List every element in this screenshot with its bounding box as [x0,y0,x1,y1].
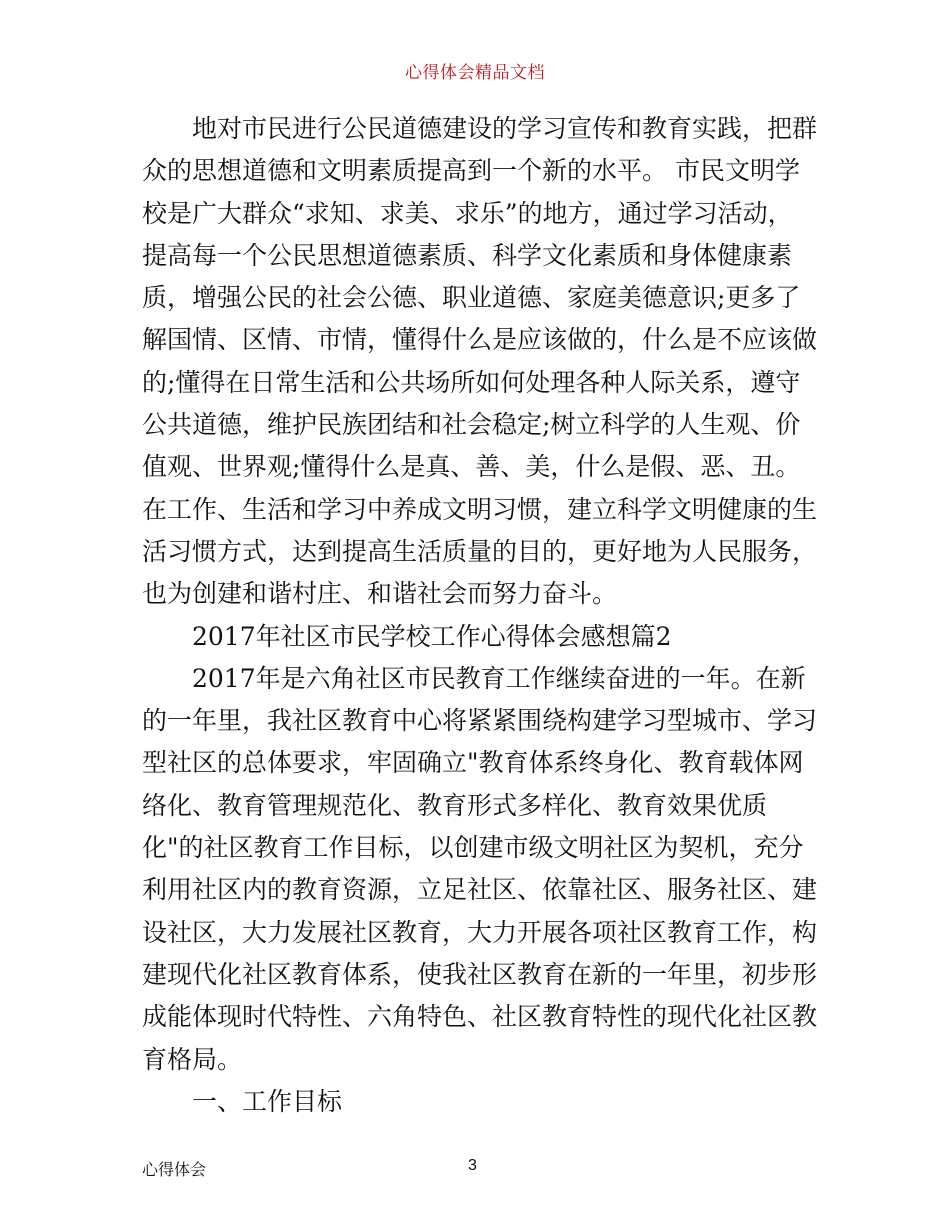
text-line: 2017年是六角社区市民教育工作继续奋进的一年。在新 [192,663,806,693]
text-line: 2017年社区市民学校工作心得体会感想篇2 [192,621,672,651]
page-header-title: 心得体会精品文档 [405,63,545,83]
text-line: 型社区的总体要求，牢固确立"教育体系终身化、教育载体网 [142,748,804,778]
text-line: 公共道德，维护民族团结和社会稳定;树立科学的人生观、价 [142,410,801,440]
body-text [142,108,818,1123]
text-line: 提高每一个公民思想道德素质、科学文化素质和身体健康素 [142,240,793,270]
text-line: 设社区，大力发展社区教育，大力开展各项社区教育工作，构 [142,917,818,947]
text-line: 校是广大群众“求知、求美、求乐”的地方，通过学习活动， [142,198,793,228]
text-line: 络化、教育管理规范化、教育形式多样化、教育效果优质 [142,790,768,820]
text-line: 育格局。 [142,1044,243,1074]
text-line: 在工作、生活和学习中养成文明习惯，建立科学文明健康的生 [142,494,818,524]
text-line: 建现代化社区教育体系，使我社区教育在新的一年里，初步形 [142,959,818,989]
text-line: 值观、世界观;懂得什么是真、善、美，什么是假、恶、丑。 [142,452,801,482]
text-line: 利用社区内的教育资源，立足社区、依靠社区、服务社区、建 [142,875,818,905]
text-line: 化"的社区教育工作目标，以创建市级文明社区为契机，充分 [142,833,804,863]
text-line: 的一年里，我社区教育中心将紧紧围绕构建学习型城市、学习 [142,706,818,736]
text-line: 质，增强公民的社会公德、职业道德、家庭美德意识;更多了 [142,283,801,313]
text-line: 解国情、区情、市情，懂得什么是应该做的，什么是不应该做 [142,325,818,355]
text-line: 众的思想道德和文明素质提高到一个新的水平。 市民文明学 [142,156,800,186]
text-line: 一、工作目标 [192,1086,343,1116]
text-line: 的;懂得在日常生活和公共场所如何处理各种人际关系，遵守 [142,367,801,397]
text-line: 成能体现时代特性、六角特色、社区教育特性的现代化社区教 [142,1002,818,1032]
page-number: 3 [468,1157,477,1174]
text-line: 地对市民进行公民道德建设的学习宣传和教育实践，把群 [192,114,818,143]
page-footer-label: 心得体会 [142,1160,207,1179]
text-line: 活习惯方式，达到提高生活质量的目的，更好地为人民服务， [142,536,818,566]
text-line: 也为创建和谐村庄、和谐社会而努力奋斗。 [142,579,618,609]
